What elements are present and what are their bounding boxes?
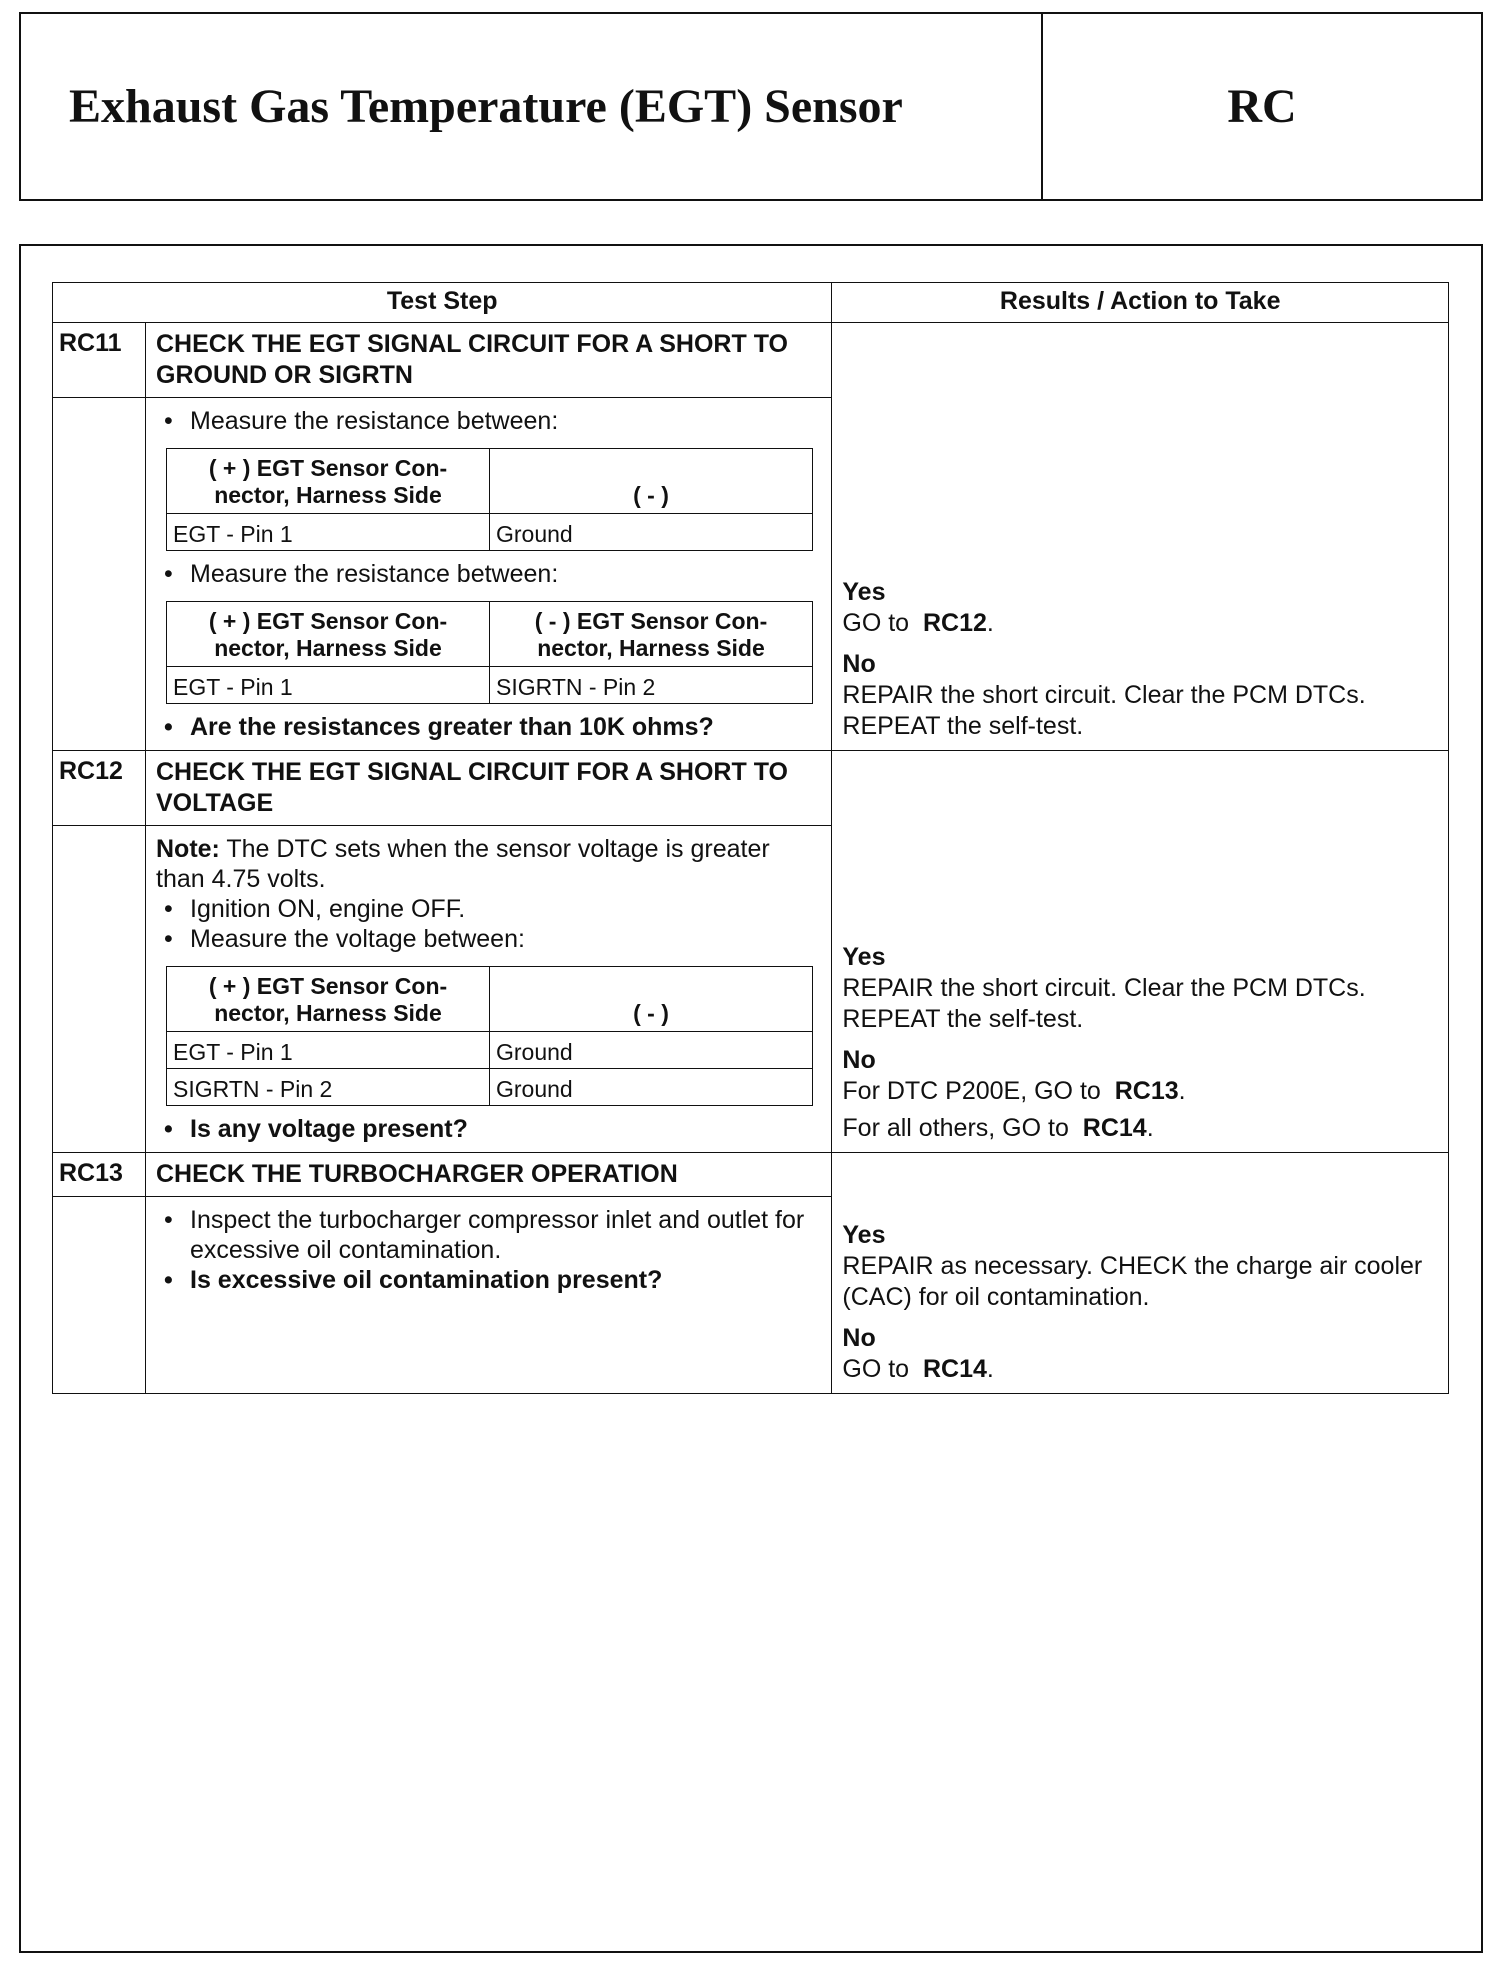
sub-header: ( + ) EGT Sensor Con- nector, Harness Side <box>167 967 490 1032</box>
col-header-results: Results / Action to Take <box>832 283 1449 323</box>
sub-cell: EGT - Pin 1 <box>167 667 490 704</box>
step-results <box>832 1153 1449 1394</box>
result-yes <box>842 577 1438 639</box>
step-title: CHECK THE EGT SIGNAL CIRCUIT FOR A SHORT TO GROUND OR SIGRTN <box>146 323 832 398</box>
sub-header: ( - ) EGT Sensor Con- nector, Harness Side <box>490 602 813 667</box>
no-text: For DTC P200E, GO to <box>842 1077 1101 1105</box>
step-code: RC13 <box>53 1153 146 1197</box>
yes-text: REPAIR as necessary. CHECK the charge air cooler (CAC) for oil contamination. <box>842 1252 1423 1311</box>
punct: . <box>986 609 994 637</box>
note-label: Note: <box>156 835 220 863</box>
test-step-table <box>52 282 1449 1394</box>
sub-cell: SIGRTN - Pin 2 <box>167 1069 490 1106</box>
step-title-row <box>53 1153 1449 1197</box>
section-code: RC <box>1227 80 1297 133</box>
sub-header: ( - ) <box>490 967 813 1032</box>
sub-cell: EGT - Pin 1 <box>167 1032 490 1069</box>
sub-cell: Ground <box>490 1032 813 1069</box>
result-yes <box>842 942 1438 1035</box>
no-label: No <box>842 1324 876 1352</box>
result-no <box>842 1323 1438 1385</box>
step-body <box>146 1197 832 1394</box>
step-body <box>146 826 832 1153</box>
bullet-item: • Measure the resistance between: <box>156 559 817 589</box>
step-title: CHECK THE TURBOCHARGER OPERATION <box>146 1153 832 1197</box>
result-no <box>842 649 1438 742</box>
no-text: For all others, GO to <box>842 1114 1069 1142</box>
bullet-item: • Ignition ON, engine OFF. <box>156 894 817 924</box>
note <box>156 834 817 894</box>
measurement-table <box>166 966 813 1106</box>
table-header-row <box>53 283 1449 323</box>
sub-header: ( + ) EGT Sensor Con- nector, Harness Side <box>167 449 490 514</box>
yes-text: REPAIR the short circuit. Clear the PCM DTCs. REPEAT the self-test. <box>842 974 1366 1033</box>
bullet-item: • Measure the voltage between: <box>156 924 817 954</box>
note-text: The DTC sets when the sensor voltage is greater than 4.75 volts. <box>156 835 770 893</box>
step-code-spacer <box>53 1197 146 1394</box>
sub-cell: Ground <box>490 1069 813 1106</box>
bullet-item: • Measure the resistance between: <box>156 406 817 436</box>
step-title-row <box>53 323 1449 398</box>
step-ref: RC14 <box>1082 1114 1147 1142</box>
question-item: • Is excessive oil contamination present? <box>156 1265 817 1295</box>
sub-cell: EGT - Pin 1 <box>167 514 490 551</box>
col-header-test-step: Test Step <box>53 283 832 323</box>
question-item: • Is any voltage present? <box>156 1114 817 1144</box>
page-title: Exhaust Gas Temperature (EGT) Sensor <box>21 14 1043 199</box>
yes-label: Yes <box>842 578 886 606</box>
bullet-item: • Inspect the turbocharger compressor inlet and outlet for excessive oil contamination. <box>156 1205 817 1265</box>
punct: . <box>1146 1114 1154 1142</box>
step-code: RC11 <box>53 323 146 398</box>
step-body <box>146 398 832 751</box>
step-code: RC12 <box>53 751 146 826</box>
no-text: GO to <box>842 1355 910 1383</box>
result-yes <box>842 1220 1438 1313</box>
no-label: No <box>842 650 876 678</box>
sub-header: ( + ) EGT Sensor Con- nector, Harness Side <box>167 602 490 667</box>
step-code-spacer <box>53 398 146 751</box>
yes-label: Yes <box>842 943 886 971</box>
step-title: CHECK THE EGT SIGNAL CIRCUIT FOR A SHORT TO VOLTAGE <box>146 751 832 826</box>
yes-label: Yes <box>842 1221 886 1249</box>
sub-header: ( - ) <box>490 449 813 514</box>
sub-cell: SIGRTN - Pin 2 <box>490 667 813 704</box>
question-item: • Are the resistances greater than 10K ohms? <box>156 712 817 742</box>
no-label: No <box>842 1046 876 1074</box>
measurement-table <box>166 448 813 551</box>
step-ref: RC14 <box>922 1355 987 1383</box>
yes-text: GO to <box>842 609 910 637</box>
punct: . <box>986 1355 994 1383</box>
step-ref: RC12 <box>922 609 987 637</box>
step-title-row <box>53 751 1449 826</box>
step-ref: RC13 <box>1114 1077 1179 1105</box>
step-results <box>832 751 1449 1153</box>
step-code-spacer <box>53 826 146 1153</box>
punct: . <box>1178 1077 1186 1105</box>
sub-cell: Ground <box>490 514 813 551</box>
measurement-table <box>166 601 813 704</box>
no-text: REPAIR the short circuit. Clear the PCM DTCs. REPEAT the self-test. <box>842 681 1366 740</box>
step-results <box>832 323 1449 751</box>
page-header <box>19 12 1483 201</box>
result-no <box>842 1045 1438 1144</box>
